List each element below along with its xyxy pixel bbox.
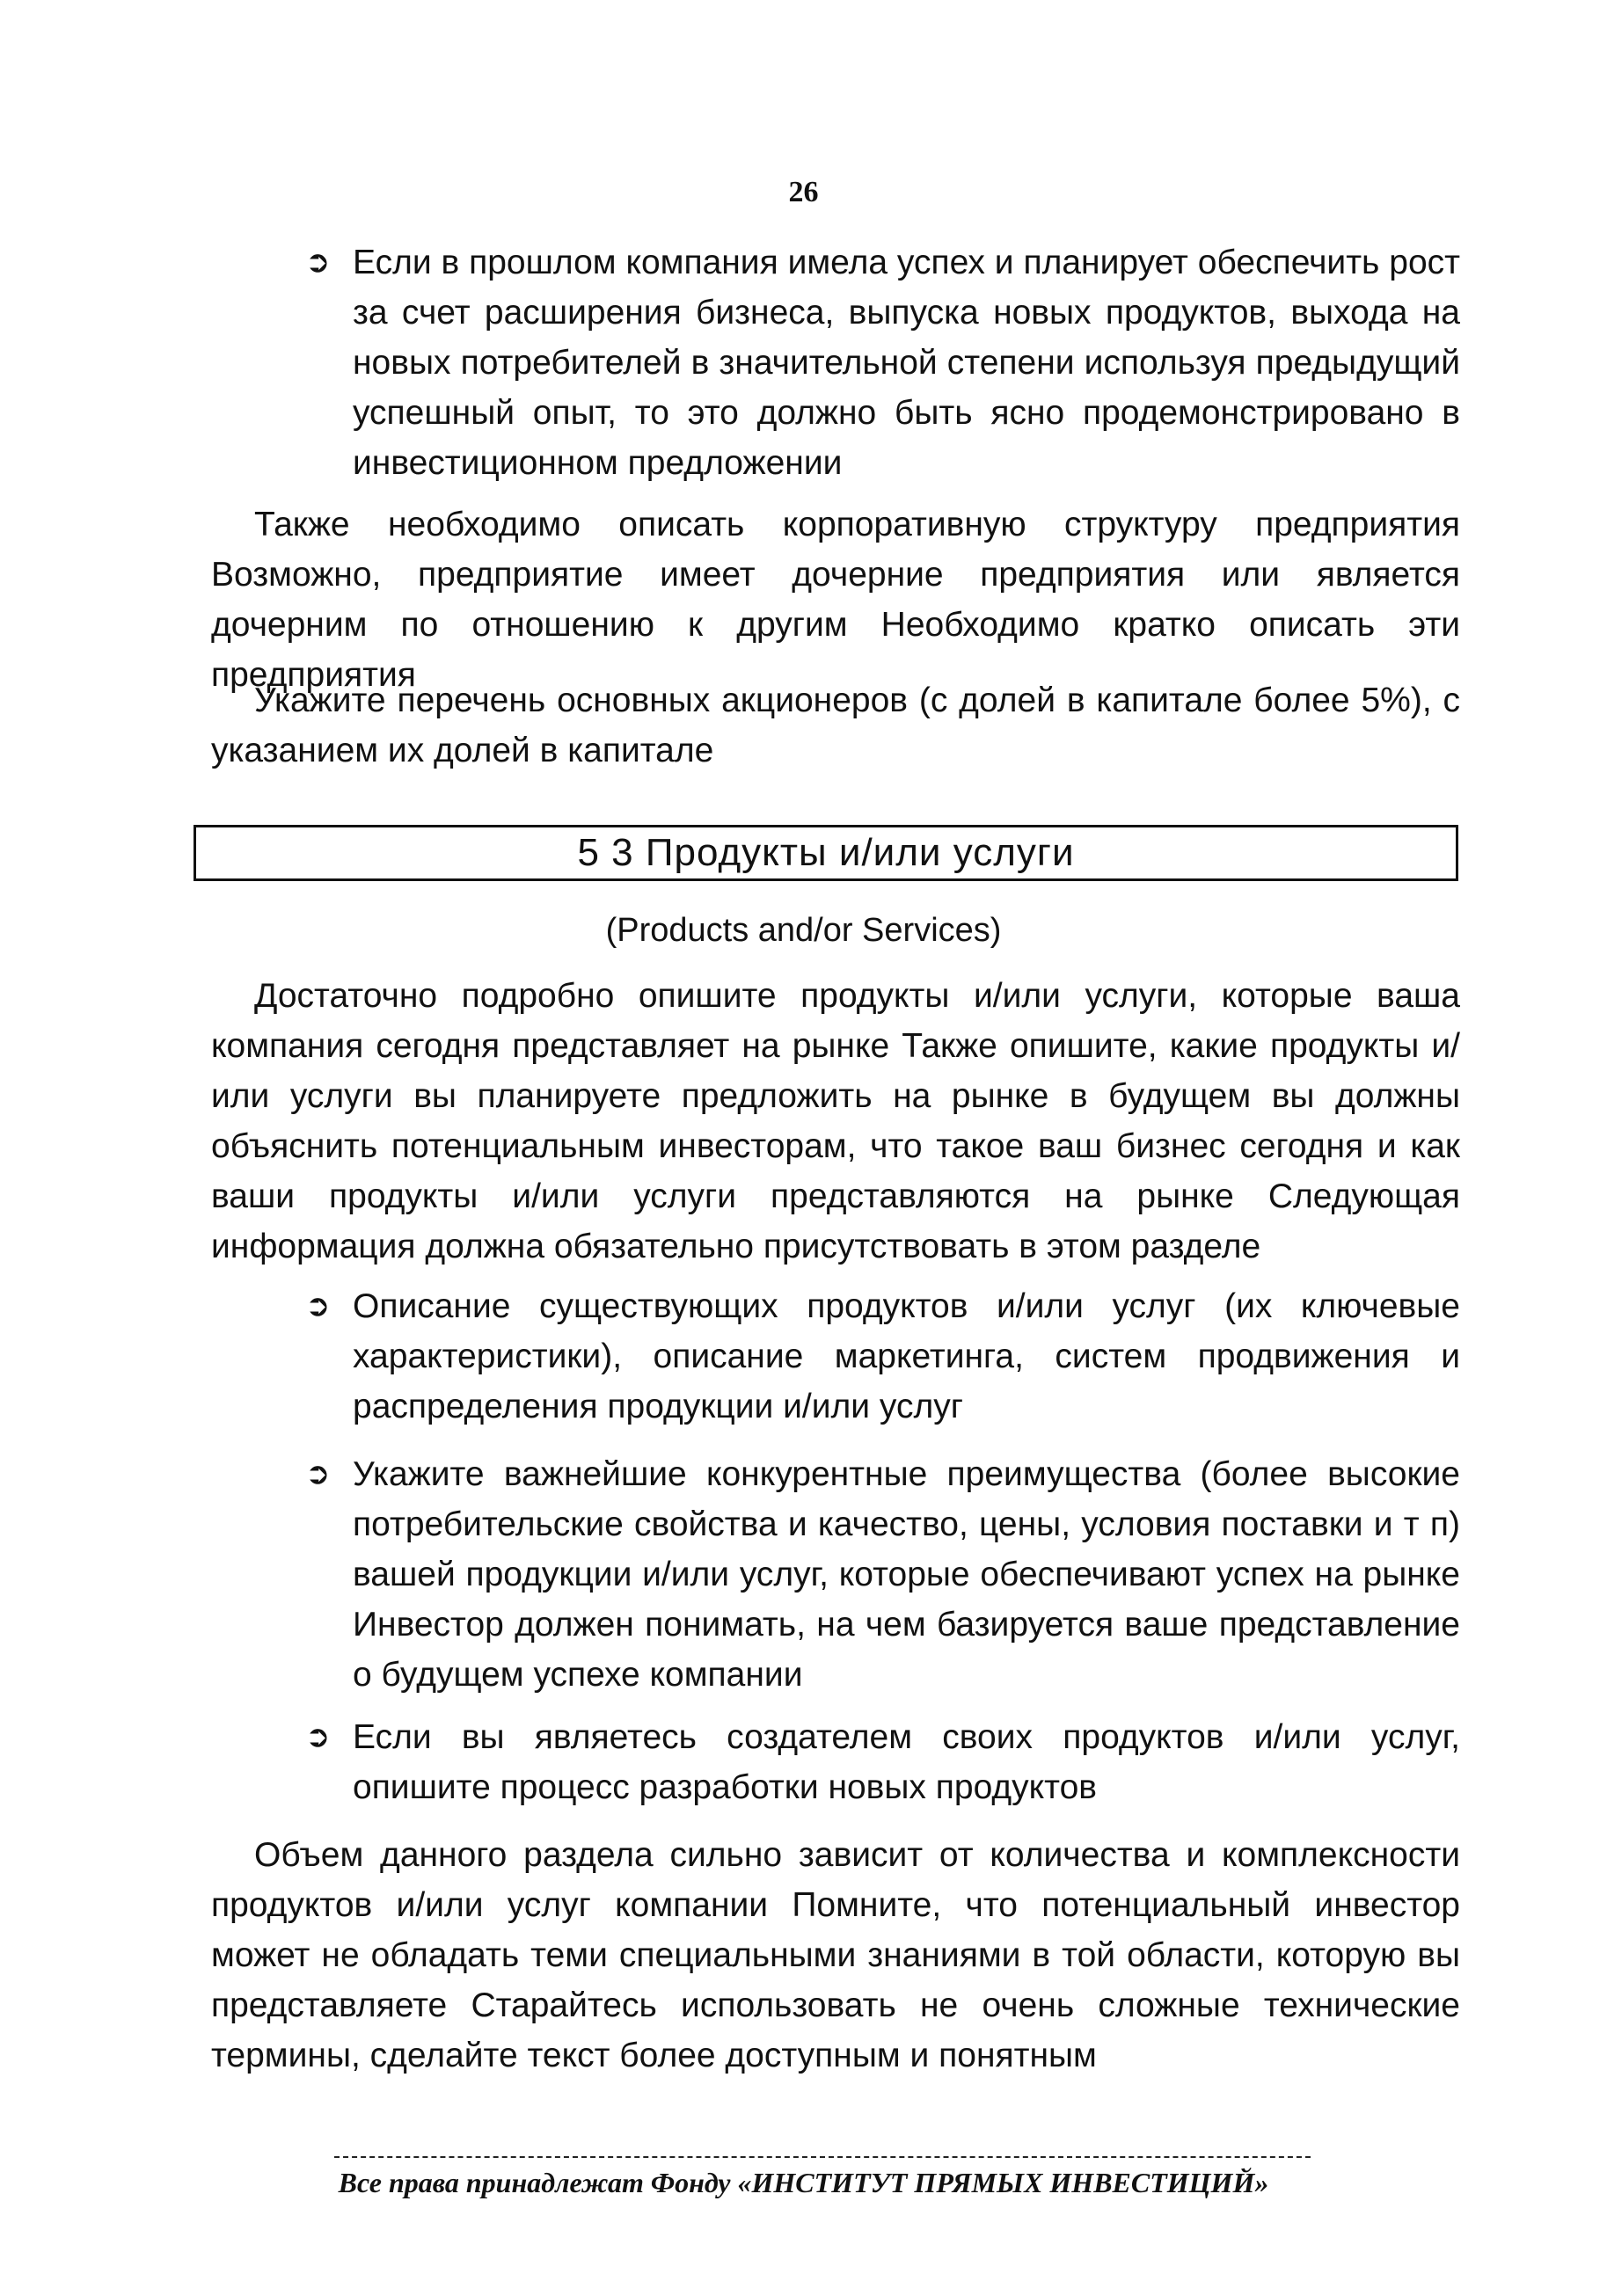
bullet-text: Описание существующих продуктов и/или услуг (их ключевые характеристики), описание маркетинга, систем продвижения и распределения продукции и/или услуг	[353, 1287, 1460, 1425]
bullet-text: Если в прошлом компания имела успех и планирует обеспечить рост за счет расширения бизнеса, выпуска новых продуктов, выхода на новых потребителей в значительной степени используя предыдущий успешный опыт, то это должно быть ясно продемонстрировано в инвестиционном предложении	[353, 244, 1460, 482]
section-bullet-1	[211, 1281, 1460, 1432]
closing-paragraph	[211, 1830, 1460, 2081]
paragraph-corporate-structure	[211, 499, 1460, 700]
list-item	[211, 1449, 1460, 1700]
list-item	[211, 237, 1460, 488]
bullet-text: Укажите важнейшие конкурентные преимущества (более высокие потребительские свойства и качество, цены, условия поставки и т п) вашей продукции и/или услуг, которые обеспечивают успех на рынке Инвестор должен понимать, на чем базируется ваше представление о будущем успехе компании	[353, 1455, 1460, 1694]
bullet-text: Если вы являетесь создателем своих продуктов и/или услуг, опишите процесс разработки новых продуктов	[353, 1718, 1460, 1806]
paragraph: Объем данного раздела сильно зависит от количества и комплексности продуктов и/или услуг компании Помните, что потенциальный инвестор может не обладать теми специальными знаниями в той области, которую вы представляете Старайтесь использовать не очень сложные технические термины, сделайте текст более доступным и понятным	[211, 1836, 1460, 2074]
arrow-bullet-icon: ➲	[305, 1457, 331, 1491]
list-item	[211, 1712, 1460, 1812]
paragraph: Также необходимо описать корпоративную структуру предприятия Возможно, предприятие имеет дочерние предприятия или является дочерним по отношению к другим Необходимо кратко описать эти предприятия	[211, 506, 1460, 694]
paragraph-shareholders	[211, 675, 1460, 776]
paragraph: Укажите перечень основных акционеров (с долей в капитале более 5%), с указанием их долей в капитале	[211, 682, 1460, 769]
top-bullet-block	[211, 237, 1460, 488]
arrow-bullet-icon: ➲	[305, 245, 331, 279]
arrow-bullet-icon: ➲	[305, 1720, 331, 1753]
arrow-bullet-icon: ➲	[305, 1289, 331, 1323]
section-bullet-2	[211, 1449, 1460, 1700]
section-subtitle: (Products and/or Services)	[605, 912, 1002, 949]
section-bullet-3	[211, 1712, 1460, 1812]
paragraph: Достаточно подробно опишите продукты и/или услуги, которые ваша компания сегодня представляет на рынке Также опишите, какие продукты и/или услуги вы планируете предложить на рынке в будущем вы должны объяснить потенциальным инвесторам, что такое ваш бизнес сегодня и как ваши продукты и/или услуги представляются на рынке Следующая информация должна обязательно присутствовать в этом разделе	[211, 977, 1460, 1265]
footer-divider	[334, 2156, 1311, 2158]
page-number: 26	[788, 176, 819, 208]
list-item	[211, 1281, 1460, 1432]
section-intro	[211, 971, 1460, 1272]
section-heading: 5 3 Продукты и/или услуги	[194, 825, 1458, 881]
footer-copyright: Все права принадлежат Фонду «ИНСТИТУТ ПРЯМЫХ ИНВЕСТИЦИЙ»	[338, 2167, 1269, 2198]
